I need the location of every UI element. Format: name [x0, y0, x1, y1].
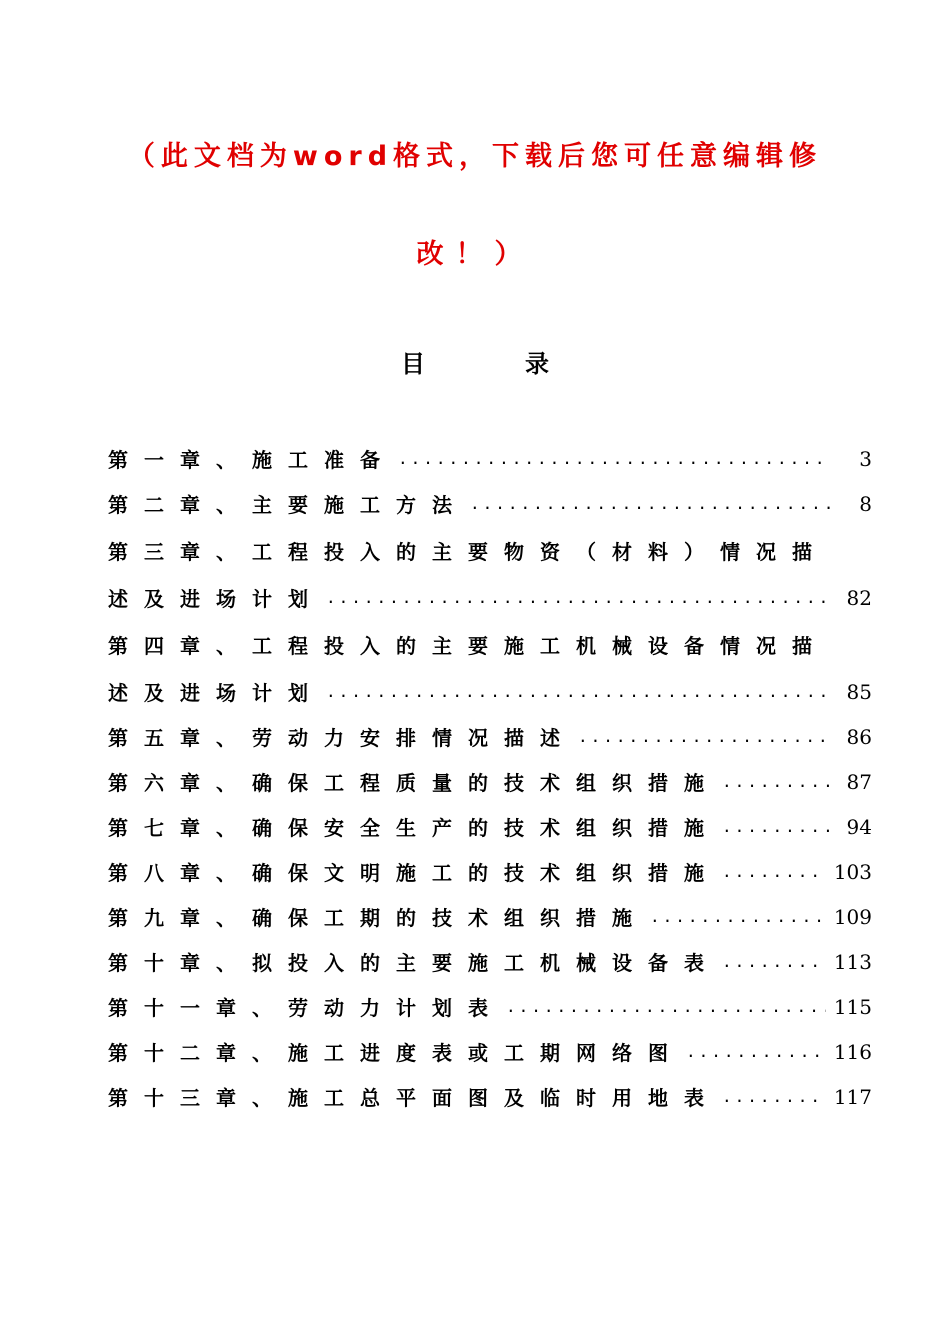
table-of-contents — [108, 436, 872, 1119]
toc-entry-label: 第十三章、施工总平面图及临时用地表 — [108, 1086, 720, 1110]
dot-leader — [722, 1087, 826, 1106]
toc-entry-ch11[interactable] — [108, 984, 872, 1029]
toc-entry-ch4-cont[interactable] — [108, 669, 872, 714]
toc-entry-label-cont: 述及进场计划 — [108, 681, 324, 705]
toc-entry-label: 第六章、确保工程质量的技术组织措施 — [108, 771, 720, 795]
dot-leader — [398, 449, 830, 468]
toc-entry-ch6[interactable] — [108, 759, 872, 804]
toc-entry-ch1[interactable] — [108, 436, 872, 481]
toc-entry-label: 第五章、劳动力安排情况描述 — [108, 726, 576, 750]
toc-entry-page: 117 — [833, 1084, 872, 1109]
dot-leader — [722, 817, 830, 836]
notice-line-2: 改！） — [416, 239, 534, 270]
toc-entry-page: 87 — [846, 769, 872, 794]
toc-entry-ch8[interactable] — [108, 849, 872, 894]
toc-entry-ch4[interactable] — [108, 620, 872, 669]
dot-leader — [578, 727, 830, 746]
dot-leader — [326, 682, 830, 701]
notice-line-1: （此文档为word格式，下载后您可任意编辑修 — [127, 141, 823, 172]
dot-leader — [722, 952, 826, 971]
toc-title: 目录 — [401, 349, 649, 378]
toc-entry-page: 86 — [846, 724, 872, 749]
dot-leader — [686, 1042, 826, 1061]
toc-entry-ch10[interactable] — [108, 939, 872, 984]
toc-entry-page: 116 — [833, 1039, 872, 1064]
toc-entry-label: 第十一章、劳动力计划表 — [108, 996, 504, 1020]
toc-entry-ch3-cont[interactable] — [108, 575, 872, 620]
dot-leader — [650, 907, 826, 926]
toc-entry-page: 94 — [846, 814, 872, 839]
toc-entry-page: 113 — [833, 949, 872, 974]
toc-entry-label-cont: 述及进场计划 — [108, 587, 324, 611]
toc-entry-ch9[interactable] — [108, 894, 872, 939]
toc-entry-page: 3 — [859, 446, 872, 471]
toc-entry-page: 82 — [846, 585, 872, 610]
toc-entry-page: 115 — [833, 994, 872, 1019]
toc-entry-label: 第一章、施工准备 — [108, 448, 396, 472]
dot-leader — [470, 494, 830, 513]
toc-entry-label: 第十章、拟投入的主要施工机械设备表 — [108, 951, 720, 975]
toc-entry-label: 第九章、确保工期的技术组织措施 — [108, 906, 648, 930]
toc-entry-ch3[interactable] — [108, 526, 872, 575]
toc-entry-page: 8 — [859, 491, 872, 516]
toc-entry-label: 第七章、确保安全生产的技术组织措施 — [108, 816, 720, 840]
toc-entry-label: 第二章、主要施工方法 — [108, 493, 468, 517]
dot-leader — [722, 862, 826, 881]
toc-entry-ch12[interactable] — [108, 1029, 872, 1074]
dot-leader — [506, 997, 826, 1016]
toc-entry-ch2[interactable] — [108, 481, 872, 526]
dot-leader — [326, 588, 830, 607]
toc-entry-label: 第四章、工程投入的主要施工机械设备情况描 — [108, 634, 828, 658]
toc-entry-page: 109 — [833, 904, 872, 929]
toc-entry-page: 103 — [833, 859, 872, 884]
toc-entry-label: 第八章、确保文明施工的技术组织措施 — [108, 861, 720, 885]
dot-leader — [722, 772, 830, 791]
toc-entry-label: 第三章、工程投入的主要物资（材料）情况描 — [108, 540, 828, 564]
toc-entry-ch13[interactable] — [108, 1074, 872, 1119]
toc-entry-page: 85 — [846, 679, 872, 704]
toc-entry-ch7[interactable] — [108, 804, 872, 849]
toc-entry-label: 第十二章、施工进度表或工期网络图 — [108, 1041, 684, 1065]
toc-entry-ch5[interactable] — [108, 714, 872, 759]
